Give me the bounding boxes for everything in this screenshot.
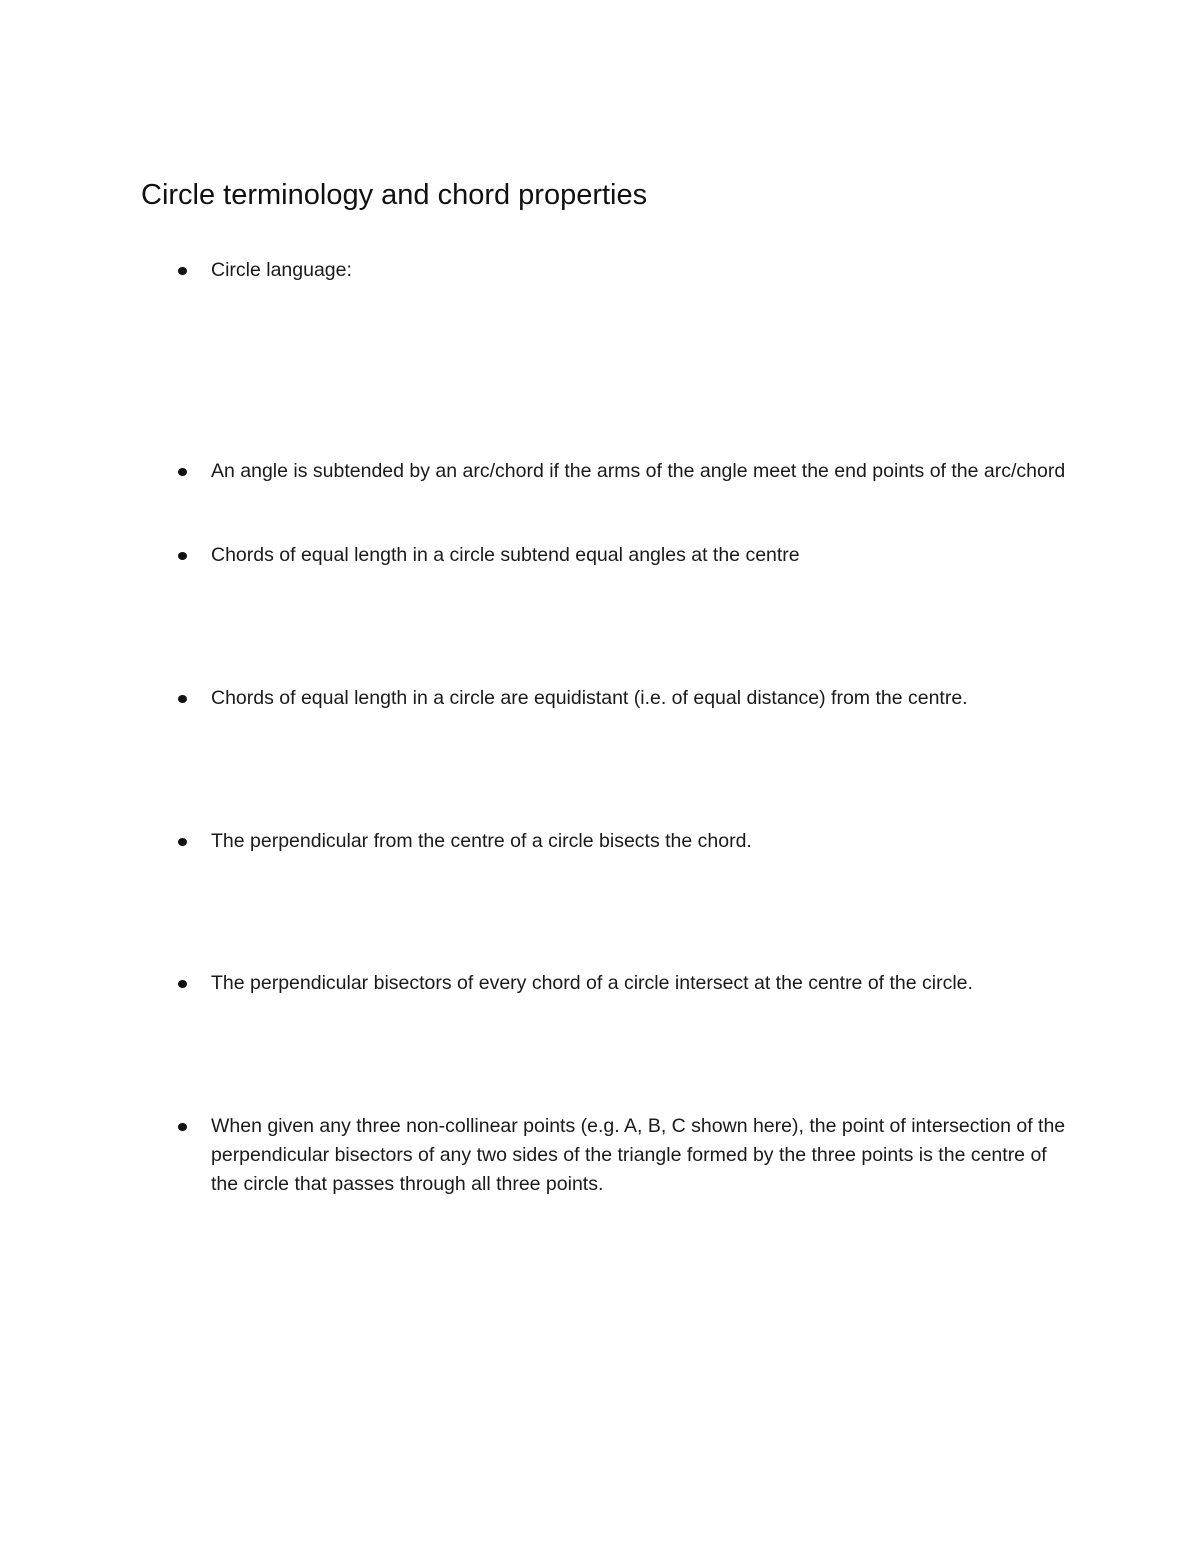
bullet-icon — [178, 980, 187, 988]
bullet-text: Chords of equal length in a circle are equidistant (i.e. of equal distance) from the centre. — [211, 687, 968, 709]
bullet-text: Circle language: — [211, 259, 352, 281]
bullet-text: When given any three non-collinear points (e.g. A, B, C shown here), the point of intersection of the perpendicular bisectors of any two sides of the triangle formed by the three points is the centre of the circle that passes through all three points. — [211, 1115, 1066, 1195]
bullet-icon — [178, 695, 187, 703]
page-title: Circle terminology and chord properties — [141, 179, 648, 211]
bullet-text: The perpendicular bisectors of every chord of a circle intersect at the centre of the circle. — [211, 972, 973, 994]
bullet-text: The perpendicular from the centre of a circle bisects the chord. — [211, 830, 752, 852]
bullet-icon — [178, 267, 187, 275]
bullet-icon — [178, 468, 187, 476]
bullet-icon — [178, 552, 187, 560]
bullet-icon — [178, 838, 187, 846]
bullet-text: Chords of equal length in a circle subtend equal angles at the centre — [211, 544, 800, 566]
bullet-icon — [178, 1123, 187, 1131]
bullet-text: An angle is subtended by an arc/chord if the arms of the angle meet the end points of the arc/chord — [211, 460, 1066, 482]
